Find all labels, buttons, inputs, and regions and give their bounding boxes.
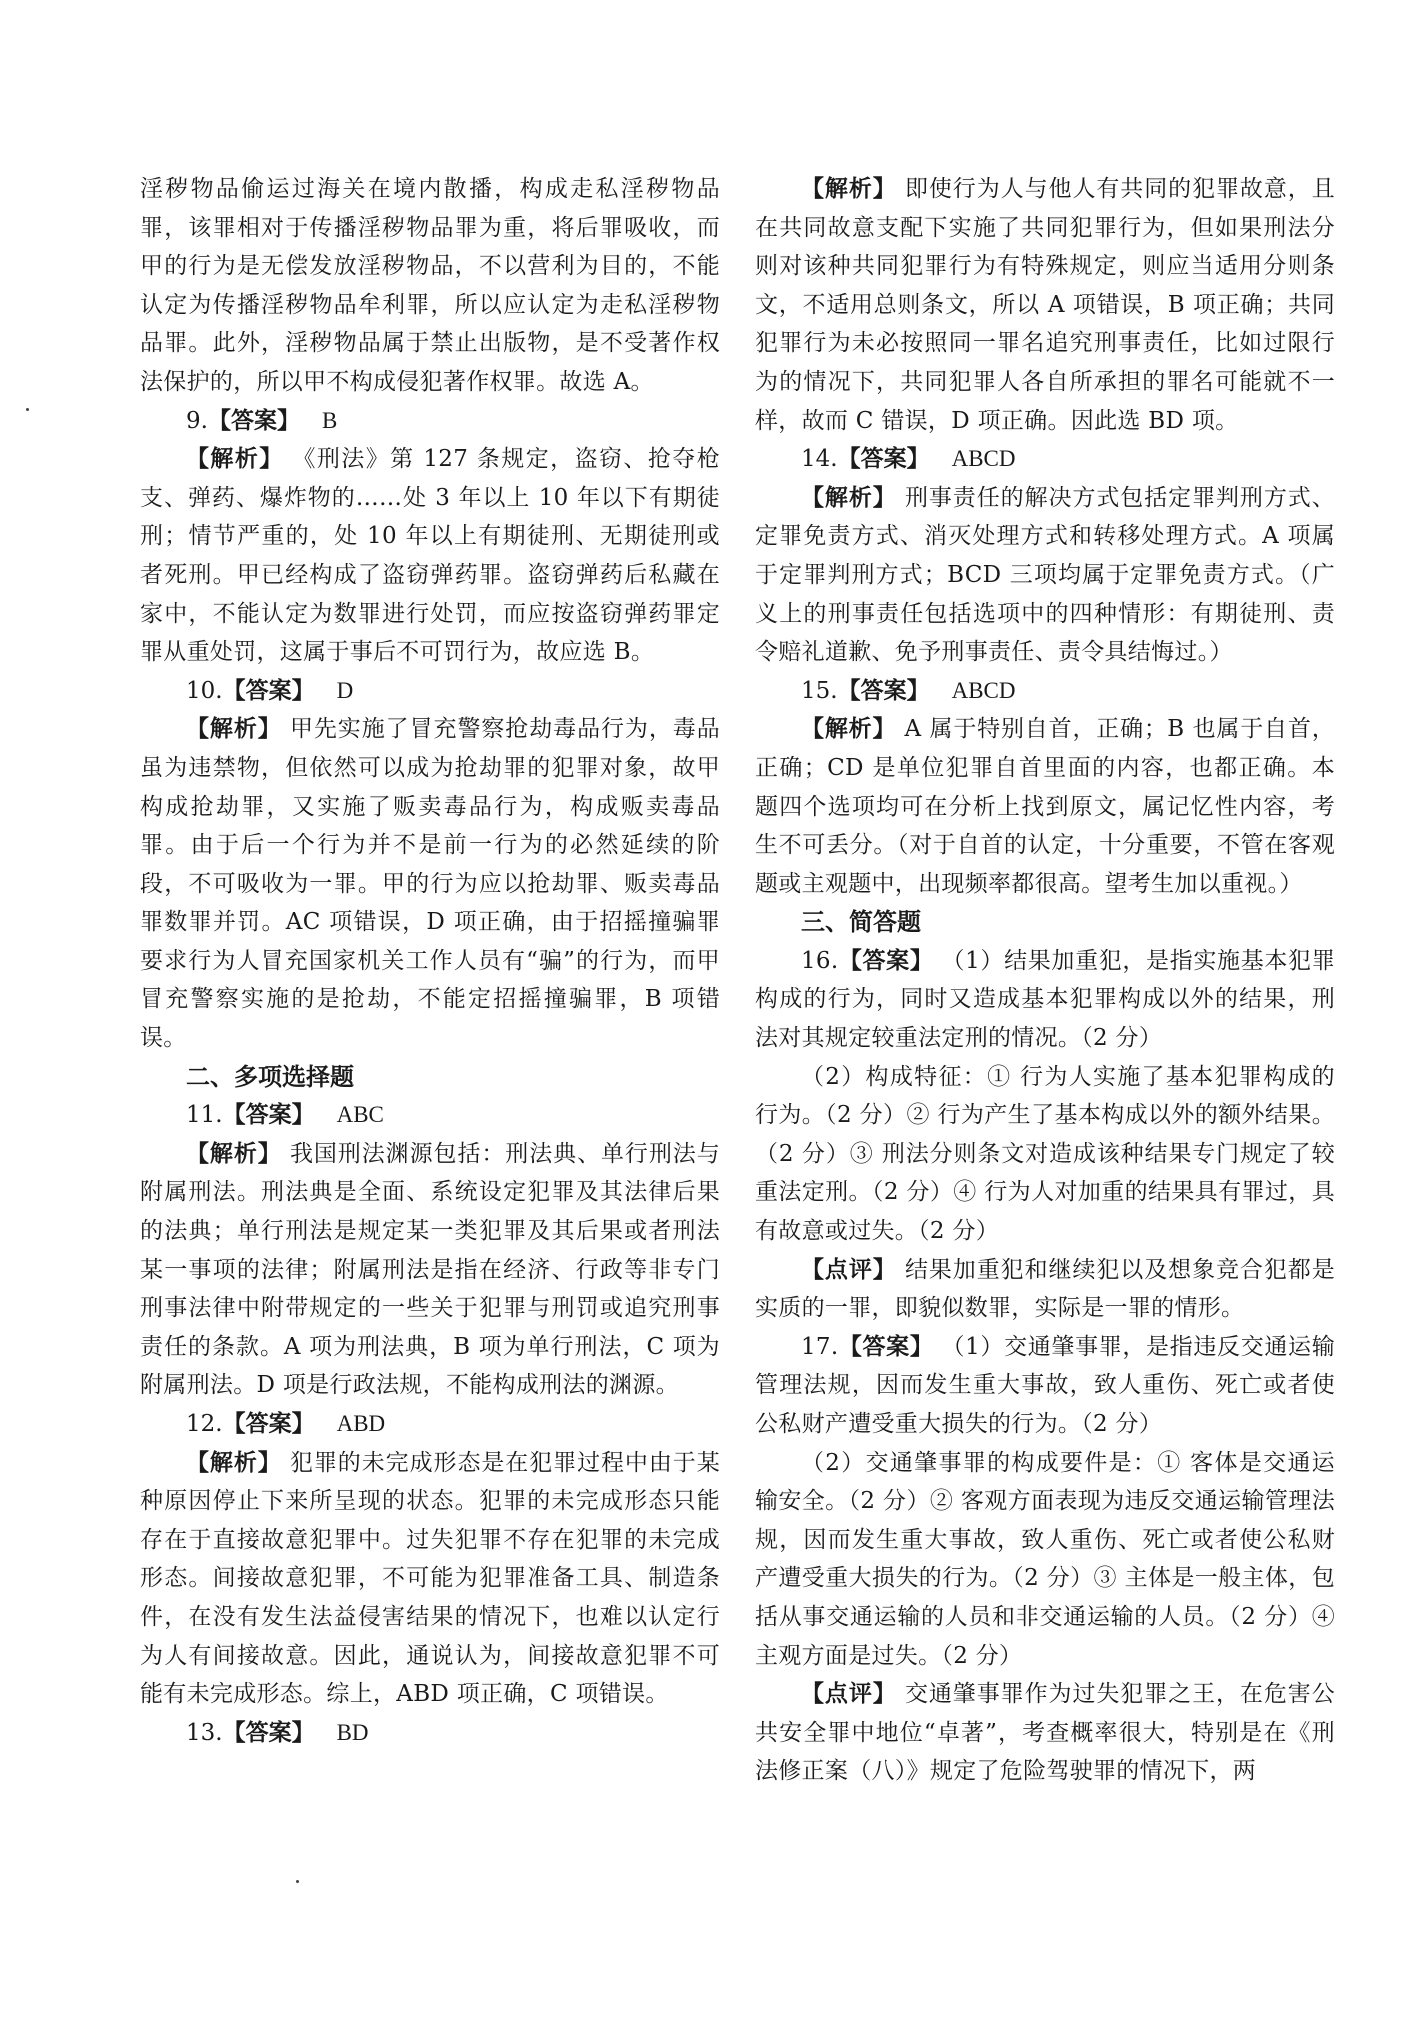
analysis-tag: 【解析】 xyxy=(801,484,897,511)
answer-tag: 【答案】 xyxy=(838,1333,934,1360)
answer-value: BD xyxy=(336,1719,369,1745)
answer-value: D xyxy=(336,677,354,703)
q14-analysis xyxy=(755,479,1335,672)
q11-answer xyxy=(140,1096,720,1135)
q17-answer xyxy=(755,1328,1335,1444)
q16-comment xyxy=(755,1251,1335,1328)
section-heading-multiple-choice: 二、多项选择题 xyxy=(186,1062,354,1091)
q17-number: 17. xyxy=(801,1333,839,1360)
q12-answer xyxy=(140,1405,720,1444)
answer-tag: 【答案】 xyxy=(222,1719,315,1746)
answer-value: ABC xyxy=(336,1102,384,1128)
q13-number: 13. xyxy=(186,1719,223,1746)
q10-number: 10. xyxy=(186,677,223,704)
answer-tag: 【答案】 xyxy=(222,1102,315,1129)
analysis-text: 甲先实施了冒充警察抢劫毒品行为，毒品虽为违禁物，但依然可以成为抢劫罪的犯罪对象，故甲构成抢劫罪，又实施了贩卖毒品行为，构成贩卖毒品罪。由于后一个行为并不是前一行为的必然延续的阶段，不可吸收为一罪。甲的行为应以抢劫罪、贩卖毒品罪数罪并罚。AC 项错误，D 项正确，由于招摇撞骗罪要求行为人冒充国家机关工作人员有“骗”的行为，而甲冒充警察实施的是抢劫，不能定招摇撞骗罪，B 项错误。 xyxy=(140,716,721,1052)
answer-tag: 【答案】 xyxy=(222,677,315,704)
answer-value: ABD xyxy=(336,1411,386,1436)
analysis-text: 我国刑法渊源包括：刑法典、单行刑法与附属刑法。刑法典是全面、系统设定犯罪及其法律后果的法典；单行刑法是规定某一类犯罪及其后果或者刑法某一事项的法律；附属刑法是指在经济、行政等非专门刑事法律中附带规定的一些关于犯罪与刑罚或追究刑事责任的条款。A 项为刑法典，B 项为单行刑法，C 项为附属刑法。D 项是行政法规，不能构成刑法的渊源。 xyxy=(140,1140,721,1399)
q10-answer xyxy=(140,672,720,711)
analysis-text: 《刑法》第 127 条规定，盗窃、抢夺枪支、弹药、爆炸物的……处 3 年以上 10 年以下有期徒刑；情节严重的，处 10 年以上有期徒刑、无期徒刑或者死刑。甲已经构成了盗窃弹药罪。盗窃弹药后私藏在家中，不能认定为数罪进行处罚，而应按盗窃弹药罪定罪从重处罚，这属于事后不可罚行为，故应选 B。 xyxy=(140,446,721,666)
q15-number: 15. xyxy=(801,677,838,704)
analysis-tag: 【解析】 xyxy=(186,1449,282,1476)
q11-analysis xyxy=(140,1135,720,1405)
q9-answer xyxy=(140,402,720,441)
answer-tag: 【答案】 xyxy=(838,947,934,974)
q16-number: 16. xyxy=(801,947,839,974)
right-column xyxy=(755,170,1335,1791)
analysis-text: 犯罪的未完成形态是在犯罪过程中由于某种原因停止下来所呈现的状态。犯罪的未完成形态只能存在于直接故意犯罪中。过失犯罪不存在犯罪的未完成形态。间接故意犯罪，不可能为犯罪准备工具、制造条件，在没有发生法益侵害结果的情况下，也难以认定行为人有间接故意。因此，通说认为，间接故意犯罪不可能有未完成形态。综上，ABD 项正确，C 项错误。 xyxy=(140,1449,721,1708)
analysis-text: 即使行为人与他人有共同的犯罪故意，且在共同故意支配下实施了共同犯罪行为，但如果刑法分则对该种共同犯罪行为有特殊规定，则应当适用分则条文，不适用总则条文，所以 A 项错误，B 项正确；共同犯罪行为未必按照同一罪名追究刑事责任，比如过限行为的情况下，共同犯罪人各自所承担的罪名可能就不一样，故而 C 错误，D 项正确。因此选 BD 项。 xyxy=(755,176,1336,434)
analysis-tag: 【解析】 xyxy=(801,716,897,743)
q9-number: 9. xyxy=(186,407,208,434)
q17-answer-part2: （2）交通肇事罪的构成要件是：① 客体是交通运输安全。（2 分）② 客观方面表现为违反交通运输管理法规，因而发生重大事故，致人重伤、死亡或者使公私财产遭受重大损失的行为。（2 分）③ 主体是一般主体，包括从事交通运输的人员和非交通运输的人员。（2 分）④ 主观方面是过失。（2 分） xyxy=(755,1449,1335,1669)
analysis-text: 刑事责任的解决方式包括定罪判刑方式、定罪免责方式、消灭处理方式和转移处理方式。A 项属于定罪判刑方式；BCD 三项均属于定罪免责方式。（广义上的刑事责任包括选项中的四种情形：有期徒刑、责令赔礼道歉、免予刑事责任、责令具结悔过。） xyxy=(755,484,1336,666)
comment-text: 结果加重犯和继续犯以及想象竞合犯都是实质的一罪，即貌似数罪，实际是一罪的情形。 xyxy=(755,1256,1336,1322)
analysis-tag: 【解析】 xyxy=(186,1140,282,1167)
q13-analysis xyxy=(755,170,1335,440)
answer-value: B xyxy=(321,407,338,433)
q8-analysis-continued: 淫秽物品偷运过海关在境内散播，构成走私淫秽物品罪，该罪相对于传播淫秽物品罪为重，将后罪吸收，而甲的行为是无偿发放淫秽物品，不以营利为目的，不能认定为传播淫秽物品牟利罪，所以应认定为走私淫秽物品罪。此外，淫秽物品属于禁止出版物，是不受著作权法保护的，所以甲不构成侵犯著作权罪。故选 A。 xyxy=(140,176,720,395)
answer-text: （1）结果加重犯，是指实施基本犯罪构成的行为，同时又造成基本犯罪构成以外的结果，刑法对其规定较重法定刑的情况。（2 分） xyxy=(755,947,1335,1052)
comment-tag: 【点评】 xyxy=(801,1681,897,1708)
analysis-tag: 【解析】 xyxy=(186,446,284,473)
q15-analysis xyxy=(755,710,1335,903)
q9-analysis xyxy=(140,440,720,672)
answer-value: ABCD xyxy=(951,446,1016,472)
scan-speck xyxy=(26,408,29,411)
q16-answer xyxy=(755,942,1335,1058)
analysis-tag: 【解析】 xyxy=(801,176,897,202)
q12-number: 12. xyxy=(186,1411,223,1437)
analysis-text: A 属于特别自首，正确；B 也属于自首，正确；CD 是单位犯罪自首里面的内容，也都正确。本题四个选项均可在分析上找到原文，属记忆性内容，考生不可丢分。（对于自首的认定，十分重要，不管在客观题或主观题中，出现频率都很高。望考生加以重视。） xyxy=(755,716,1335,897)
q14-number: 14. xyxy=(801,446,838,473)
q10-analysis xyxy=(140,710,720,1057)
q12-analysis xyxy=(140,1444,720,1714)
answer-tag: 【答案】 xyxy=(837,446,930,473)
q17-comment xyxy=(755,1675,1335,1791)
comment-tag: 【点评】 xyxy=(801,1256,897,1283)
section-heading-short-answer: 三、简答题 xyxy=(801,908,921,937)
analysis-tag: 【解析】 xyxy=(186,716,282,743)
answer-tag: 【答案】 xyxy=(207,407,300,434)
answer-tag: 【答案】 xyxy=(837,677,930,704)
answer-text: （1）交通肇事罪，是指违反交通运输管理法规，因而发生重大事故，致人重伤、死亡或者使公私财产遭受重大损失的行为。（2 分） xyxy=(755,1333,1335,1437)
answer-value: ABCD xyxy=(951,677,1016,703)
q14-answer xyxy=(755,440,1335,479)
q13-answer xyxy=(140,1714,720,1753)
q15-answer xyxy=(755,672,1335,711)
q16-answer-part2: （2）构成特征：① 行为人实施了基本犯罪构成的行为。（2 分）② 行为产生了基本构成以外的额外结果。（2 分）③ 刑法分则条文对造成该种结果专门规定了较重法定刑。（2 分）④ 行为人对加重的结果具有罪过，具有故意或过失。（2 分） xyxy=(755,1063,1335,1245)
scan-speck xyxy=(296,1880,299,1883)
answer-tag: 【答案】 xyxy=(222,1411,315,1437)
left-column xyxy=(140,170,720,1752)
q11-number: 11. xyxy=(186,1102,223,1129)
comment-text: 交通肇事罪作为过失犯罪之王，在危害公共安全罪中地位“卓著”，考查概率很大，特别是在《刑法修正案（八）》规定了危险驾驶罪的情况下，两 xyxy=(755,1681,1336,1785)
